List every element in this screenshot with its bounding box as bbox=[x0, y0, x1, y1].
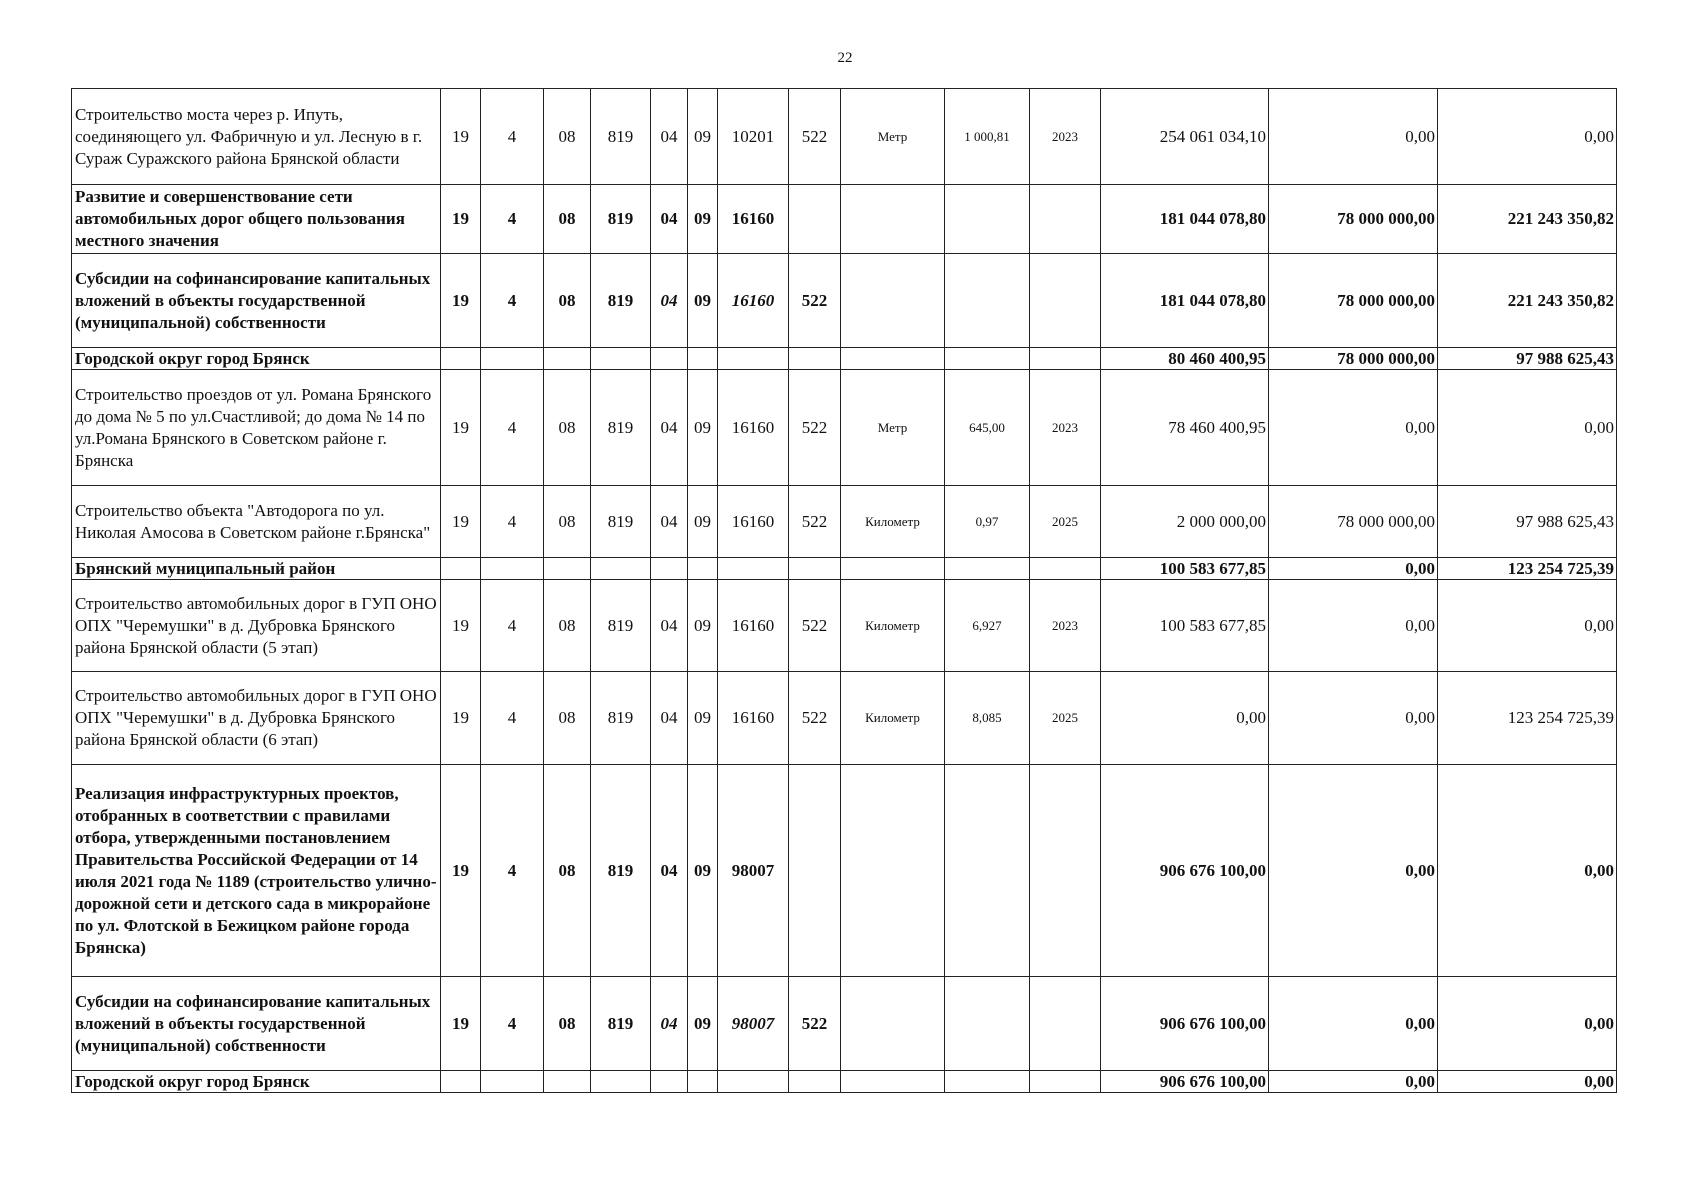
table-row bbox=[72, 765, 1617, 977]
code-department: 819 bbox=[591, 89, 651, 185]
item-name: Брянский муниципальный район bbox=[72, 558, 441, 580]
commissioning-year bbox=[1030, 558, 1101, 580]
code-section: 4 bbox=[481, 89, 544, 185]
amount-year-2: 78 000 000,00 bbox=[1269, 185, 1438, 254]
amount-year-3: 97 988 625,43 bbox=[1438, 348, 1617, 370]
code-subchapter bbox=[688, 348, 718, 370]
code-expense-type: 522 bbox=[789, 254, 841, 348]
code-department: 819 bbox=[591, 765, 651, 977]
code-expense-type: 522 bbox=[789, 370, 841, 486]
amount-year-2: 78 000 000,00 bbox=[1269, 254, 1438, 348]
code-expense-type bbox=[789, 1071, 841, 1093]
code-admin bbox=[441, 348, 481, 370]
code-department: 819 bbox=[591, 672, 651, 765]
unit-of-measure: Километр bbox=[841, 580, 945, 672]
unit-of-measure: Километр bbox=[841, 486, 945, 558]
table-row-total bbox=[72, 348, 1617, 370]
amount-year-3: 0,00 bbox=[1438, 765, 1617, 977]
amount-year-2: 78 000 000,00 bbox=[1269, 486, 1438, 558]
code-subsection: 08 bbox=[544, 89, 591, 185]
table-row-total bbox=[72, 1071, 1617, 1093]
item-name: Реализация инфраструктурных проектов, отобранных в соответствии с правилами отбора, утвержденными постановлением Правительства Российской Федерации от 14 июля 2021 года № 1189 (строительство улично-дорожной сети и детского сада в микрорайоне по ул. Флотской в Бежицком районе города Брянска) bbox=[72, 765, 441, 977]
code-subsection: 08 bbox=[544, 580, 591, 672]
commissioning-year: 2025 bbox=[1030, 672, 1101, 765]
capacity: 6,927 bbox=[945, 580, 1030, 672]
amount-year-1: 100 583 677,85 bbox=[1101, 558, 1269, 580]
commissioning-year: 2025 bbox=[1030, 486, 1101, 558]
code-section: 4 bbox=[481, 580, 544, 672]
code-section: 4 bbox=[481, 370, 544, 486]
amount-year-2: 0,00 bbox=[1269, 89, 1438, 185]
table-row bbox=[72, 89, 1617, 185]
code-section: 4 bbox=[481, 977, 544, 1071]
code-section bbox=[481, 1071, 544, 1093]
code-department: 819 bbox=[591, 370, 651, 486]
code-department bbox=[591, 558, 651, 580]
code-subsection: 08 bbox=[544, 977, 591, 1071]
code-expense-type: 522 bbox=[789, 89, 841, 185]
code-target: 16160 bbox=[718, 672, 789, 765]
code-chapter: 04 bbox=[651, 765, 688, 977]
capacity bbox=[945, 977, 1030, 1071]
unit-of-measure bbox=[841, 558, 945, 580]
code-expense-type: 522 bbox=[789, 977, 841, 1071]
code-subsection: 08 bbox=[544, 486, 591, 558]
item-name: Строительство автомобильных дорог в ГУП ОНО ОПХ "Черемушки" в д. Дубровка Брянского района Брянской области (5 этап) bbox=[72, 580, 441, 672]
unit-of-measure: Метр bbox=[841, 89, 945, 185]
code-target bbox=[718, 348, 789, 370]
item-name: Строительство моста через р. Ипуть, соединяющего ул. Фабричную и ул. Лесную в г. Сураж Суражского района Брянской области bbox=[72, 89, 441, 185]
capacity bbox=[945, 185, 1030, 254]
commissioning-year bbox=[1030, 765, 1101, 977]
commissioning-year bbox=[1030, 185, 1101, 254]
code-chapter: 04 bbox=[651, 254, 688, 348]
code-target: 16160 bbox=[718, 580, 789, 672]
code-chapter bbox=[651, 348, 688, 370]
unit-of-measure bbox=[841, 1071, 945, 1093]
amount-year-3: 0,00 bbox=[1438, 977, 1617, 1071]
code-expense-type bbox=[789, 185, 841, 254]
code-subchapter: 09 bbox=[688, 672, 718, 765]
code-chapter: 04 bbox=[651, 580, 688, 672]
code-department: 819 bbox=[591, 486, 651, 558]
code-target: 16160 bbox=[718, 185, 789, 254]
code-admin: 19 bbox=[441, 254, 481, 348]
amount-year-1: 0,00 bbox=[1101, 672, 1269, 765]
item-name: Городской округ город Брянск bbox=[72, 1071, 441, 1093]
unit-of-measure bbox=[841, 765, 945, 977]
unit-of-measure bbox=[841, 348, 945, 370]
code-admin: 19 bbox=[441, 486, 481, 558]
code-target bbox=[718, 1071, 789, 1093]
code-expense-type bbox=[789, 765, 841, 977]
amount-year-1: 906 676 100,00 bbox=[1101, 977, 1269, 1071]
code-subsection bbox=[544, 558, 591, 580]
commissioning-year bbox=[1030, 348, 1101, 370]
table-row bbox=[72, 486, 1617, 558]
unit-of-measure bbox=[841, 185, 945, 254]
amount-year-2: 0,00 bbox=[1269, 765, 1438, 977]
capacity bbox=[945, 254, 1030, 348]
code-chapter bbox=[651, 1071, 688, 1093]
code-target: 16160 bbox=[718, 370, 789, 486]
code-admin: 19 bbox=[441, 765, 481, 977]
capacity: 8,085 bbox=[945, 672, 1030, 765]
code-subchapter: 09 bbox=[688, 254, 718, 348]
code-section bbox=[481, 558, 544, 580]
amount-year-2: 0,00 bbox=[1269, 1071, 1438, 1093]
amount-year-2: 0,00 bbox=[1269, 672, 1438, 765]
amount-year-3: 0,00 bbox=[1438, 1071, 1617, 1093]
code-subchapter: 09 bbox=[688, 185, 718, 254]
amount-year-2: 0,00 bbox=[1269, 370, 1438, 486]
code-subchapter: 09 bbox=[688, 765, 718, 977]
code-subsection bbox=[544, 348, 591, 370]
code-subchapter: 09 bbox=[688, 580, 718, 672]
table-row bbox=[72, 185, 1617, 254]
code-target: 16160 bbox=[718, 486, 789, 558]
code-admin: 19 bbox=[441, 580, 481, 672]
code-subsection: 08 bbox=[544, 254, 591, 348]
table-row bbox=[72, 370, 1617, 486]
amount-year-3: 221 243 350,82 bbox=[1438, 254, 1617, 348]
code-expense-type: 522 bbox=[789, 672, 841, 765]
code-target: 10201 bbox=[718, 89, 789, 185]
code-department bbox=[591, 1071, 651, 1093]
amount-year-2: 78 000 000,00 bbox=[1269, 348, 1438, 370]
amount-year-2: 0,00 bbox=[1269, 977, 1438, 1071]
commissioning-year: 2023 bbox=[1030, 89, 1101, 185]
capacity bbox=[945, 765, 1030, 977]
code-chapter: 04 bbox=[651, 672, 688, 765]
amount-year-1: 78 460 400,95 bbox=[1101, 370, 1269, 486]
code-section: 4 bbox=[481, 254, 544, 348]
code-expense-type: 522 bbox=[789, 486, 841, 558]
code-target: 98007 bbox=[718, 977, 789, 1071]
amount-year-3: 123 254 725,39 bbox=[1438, 558, 1617, 580]
capacity bbox=[945, 348, 1030, 370]
code-department: 819 bbox=[591, 254, 651, 348]
amount-year-1: 906 676 100,00 bbox=[1101, 765, 1269, 977]
code-department: 819 bbox=[591, 185, 651, 254]
commissioning-year bbox=[1030, 1071, 1101, 1093]
code-subchapter: 09 bbox=[688, 977, 718, 1071]
code-subsection: 08 bbox=[544, 370, 591, 486]
code-department bbox=[591, 348, 651, 370]
code-section: 4 bbox=[481, 185, 544, 254]
code-subchapter: 09 bbox=[688, 89, 718, 185]
code-expense-type bbox=[789, 348, 841, 370]
code-admin: 19 bbox=[441, 977, 481, 1071]
capacity: 645,00 bbox=[945, 370, 1030, 486]
code-admin: 19 bbox=[441, 89, 481, 185]
code-target bbox=[718, 558, 789, 580]
unit-of-measure: Метр bbox=[841, 370, 945, 486]
code-target: 98007 bbox=[718, 765, 789, 977]
amount-year-1: 181 044 078,80 bbox=[1101, 185, 1269, 254]
amount-year-3: 0,00 bbox=[1438, 370, 1617, 486]
item-name: Строительство автомобильных дорог в ГУП ОНО ОПХ "Черемушки" в д. Дубровка Брянского района Брянской области (6 этап) bbox=[72, 672, 441, 765]
item-name: Субсидии на софинансирование капитальных вложений в объекты государственной (муниципальной) собственности bbox=[72, 977, 441, 1071]
code-admin: 19 bbox=[441, 370, 481, 486]
table-row bbox=[72, 254, 1617, 348]
budget-table bbox=[71, 88, 1617, 1093]
table-row bbox=[72, 977, 1617, 1071]
amount-year-3: 123 254 725,39 bbox=[1438, 672, 1617, 765]
amount-year-3: 0,00 bbox=[1438, 580, 1617, 672]
unit-of-measure bbox=[841, 254, 945, 348]
table-row-total bbox=[72, 558, 1617, 580]
commissioning-year: 2023 bbox=[1030, 370, 1101, 486]
code-section: 4 bbox=[481, 672, 544, 765]
code-expense-type: 522 bbox=[789, 580, 841, 672]
table-row bbox=[72, 672, 1617, 765]
code-chapter: 04 bbox=[651, 370, 688, 486]
amount-year-1: 254 061 034,10 bbox=[1101, 89, 1269, 185]
code-subsection bbox=[544, 1071, 591, 1093]
amount-year-1: 906 676 100,00 bbox=[1101, 1071, 1269, 1093]
amount-year-1: 80 460 400,95 bbox=[1101, 348, 1269, 370]
amount-year-3: 0,00 bbox=[1438, 89, 1617, 185]
commissioning-year bbox=[1030, 254, 1101, 348]
code-section: 4 bbox=[481, 765, 544, 977]
unit-of-measure bbox=[841, 977, 945, 1071]
amount-year-2: 0,00 bbox=[1269, 580, 1438, 672]
capacity: 1 000,81 bbox=[945, 89, 1030, 185]
unit-of-measure: Километр bbox=[841, 672, 945, 765]
table-row bbox=[72, 580, 1617, 672]
code-chapter: 04 bbox=[651, 486, 688, 558]
code-section bbox=[481, 348, 544, 370]
amount-year-3: 97 988 625,43 bbox=[1438, 486, 1617, 558]
page-number: 22 bbox=[837, 50, 853, 66]
code-subchapter: 09 bbox=[688, 370, 718, 486]
code-chapter: 04 bbox=[651, 89, 688, 185]
item-name: Строительство объекта "Автодорога по ул. Николая Амосова в Советском районе г.Брянска" bbox=[72, 486, 441, 558]
code-chapter: 04 bbox=[651, 977, 688, 1071]
code-subchapter: 09 bbox=[688, 486, 718, 558]
item-name: Субсидии на софинансирование капитальных вложений в объекты государственной (муниципальной) собственности bbox=[72, 254, 441, 348]
code-subsection: 08 bbox=[544, 765, 591, 977]
commissioning-year: 2023 bbox=[1030, 580, 1101, 672]
code-department: 819 bbox=[591, 580, 651, 672]
amount-year-1: 2 000 000,00 bbox=[1101, 486, 1269, 558]
item-name: Строительство проездов от ул. Романа Брянского до дома № 5 по ул.Счастливой; до дома № 14 по ул.Романа Брянского в Советском районе г. Брянска bbox=[72, 370, 441, 486]
code-admin bbox=[441, 1071, 481, 1093]
amount-year-1: 181 044 078,80 bbox=[1101, 254, 1269, 348]
amount-year-3: 221 243 350,82 bbox=[1438, 185, 1617, 254]
capacity bbox=[945, 1071, 1030, 1093]
code-chapter: 04 bbox=[651, 185, 688, 254]
amount-year-2: 0,00 bbox=[1269, 558, 1438, 580]
code-subsection: 08 bbox=[544, 185, 591, 254]
capacity bbox=[945, 558, 1030, 580]
code-admin: 19 bbox=[441, 185, 481, 254]
code-target: 16160 bbox=[718, 254, 789, 348]
code-subchapter bbox=[688, 1071, 718, 1093]
code-admin bbox=[441, 558, 481, 580]
item-name: Развитие и совершенствование сети автомобильных дорог общего пользования местного значения bbox=[72, 185, 441, 254]
code-admin: 19 bbox=[441, 672, 481, 765]
item-name: Городской округ город Брянск bbox=[72, 348, 441, 370]
code-section: 4 bbox=[481, 486, 544, 558]
commissioning-year bbox=[1030, 977, 1101, 1071]
code-department: 819 bbox=[591, 977, 651, 1071]
amount-year-1: 100 583 677,85 bbox=[1101, 580, 1269, 672]
code-chapter bbox=[651, 558, 688, 580]
code-expense-type bbox=[789, 558, 841, 580]
code-subsection: 08 bbox=[544, 672, 591, 765]
code-subchapter bbox=[688, 558, 718, 580]
capacity: 0,97 bbox=[945, 486, 1030, 558]
